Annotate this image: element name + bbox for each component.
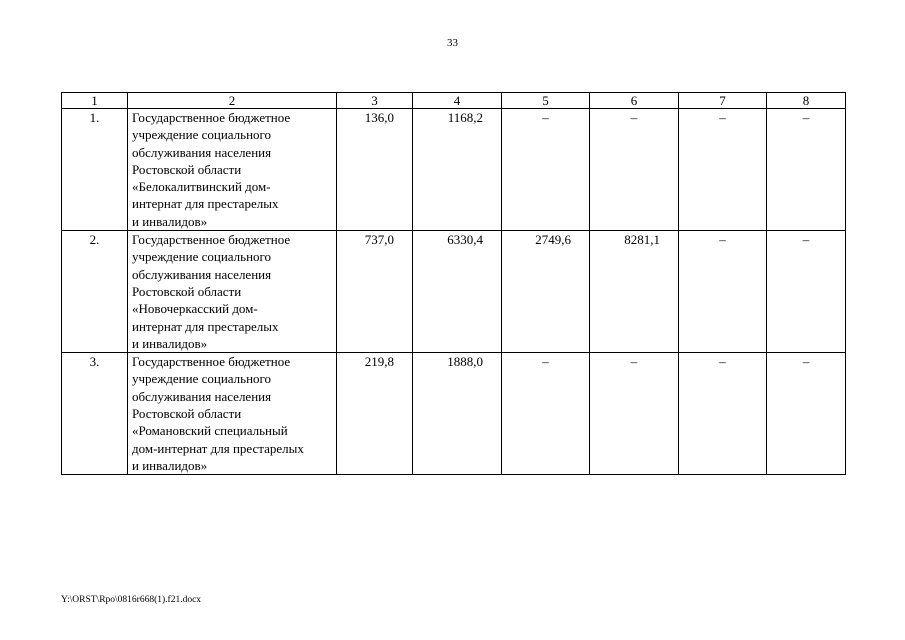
column-header: 6 bbox=[590, 93, 679, 109]
column-header: 1 bbox=[62, 93, 128, 109]
row-number-cell: 2. bbox=[62, 231, 128, 353]
column-5-cell: 2749,6 bbox=[502, 231, 590, 353]
column-header: 3 bbox=[337, 93, 413, 109]
column-8-cell: – bbox=[767, 109, 846, 231]
column-3-cell: 136,0 bbox=[337, 109, 413, 231]
column-7-cell: – bbox=[679, 353, 767, 475]
column-7-cell: – bbox=[679, 109, 767, 231]
table-row bbox=[62, 353, 846, 475]
data-table bbox=[61, 92, 846, 475]
column-6-cell: – bbox=[590, 109, 679, 231]
column-header: 7 bbox=[679, 93, 767, 109]
column-8-cell: – bbox=[767, 353, 846, 475]
column-header: 5 bbox=[502, 93, 590, 109]
column-4-cell: 1888,0 bbox=[413, 353, 502, 475]
column-3-cell: 219,8 bbox=[337, 353, 413, 475]
column-4-cell: 1168,2 bbox=[413, 109, 502, 231]
table-row bbox=[62, 231, 846, 353]
row-number-cell: 1. bbox=[62, 109, 128, 231]
column-4-cell: 6330,4 bbox=[413, 231, 502, 353]
column-6-cell: 8281,1 bbox=[590, 231, 679, 353]
column-7-cell: – bbox=[679, 231, 767, 353]
row-number-cell: 3. bbox=[62, 353, 128, 475]
column-5-cell: – bbox=[502, 109, 590, 231]
column-header: 4 bbox=[413, 93, 502, 109]
column-6-cell: – bbox=[590, 353, 679, 475]
institution-name-cell: Государственное бюджетное учреждение социального обслуживания населения Ростовской области «Новочеркасский дом- интернат для престарелых и инвалидов» bbox=[128, 231, 337, 353]
column-8-cell: – bbox=[767, 231, 846, 353]
file-path-footer: Y:\ORST\Rpo\0816r668(1).f21.docx bbox=[61, 595, 202, 605]
table-header-row bbox=[62, 93, 846, 109]
column-header: 8 bbox=[767, 93, 846, 109]
column-3-cell: 737,0 bbox=[337, 231, 413, 353]
institution-name-cell: Государственное бюджетное учреждение социального обслуживания населения Ростовской области «Романовский специальный дом-интернат для престарелых и инвалидов» bbox=[128, 353, 337, 475]
table-row bbox=[62, 109, 846, 231]
page-number: 33 bbox=[447, 37, 458, 49]
column-header: 2 bbox=[128, 93, 337, 109]
institution-name-cell: Государственное бюджетное учреждение социального обслуживания населения Ростовской области «Белокалитвинский дом- интернат для престарелых и инвалидов» bbox=[128, 109, 337, 231]
column-5-cell: – bbox=[502, 353, 590, 475]
